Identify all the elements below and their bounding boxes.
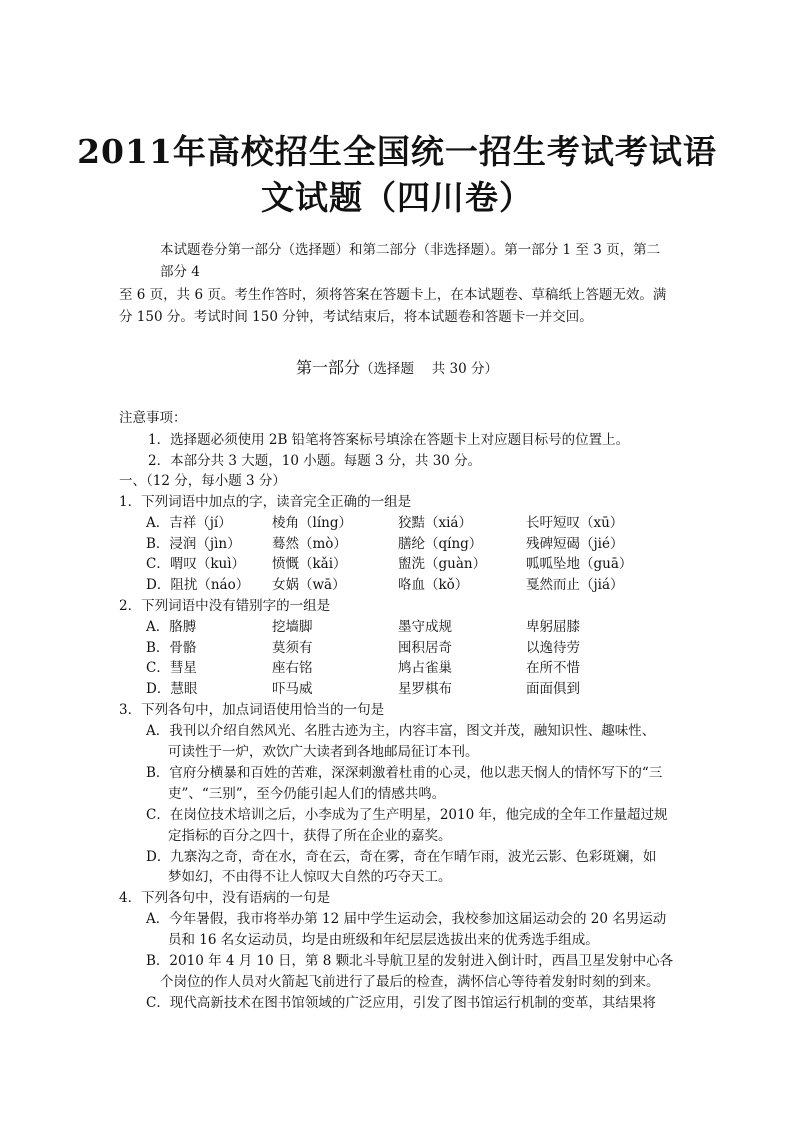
q2-option-cell: C．彗星 — [146, 660, 197, 676]
q2-option-cell: 在所不惜 — [526, 660, 580, 676]
q1-stem: 1．下列词语中加点的字，读音完全正确的一组是 — [119, 494, 412, 510]
q1-option-cell: B．浸润（jìn） — [146, 536, 241, 552]
q4-line: 员和 16 名女运动员，均是由班级和年纪层层选拔出来的优秀选手组成。 — [168, 932, 599, 948]
q1-option-cell: C．喟叹（kuì） — [146, 556, 246, 572]
section-heading-main: 第一部分 — [295, 358, 360, 377]
section-heading — [0, 358, 794, 379]
q2-option-cell: 面面俱到 — [526, 681, 580, 697]
q3-line: A．我刊以介绍自然风光、名胜古迹为主，内容丰富，图文并茂，融知识性、趣味性、 — [146, 723, 656, 739]
q1-option-cell: A．吉祥（jí） — [146, 515, 232, 531]
q1-option-cell: 盥洗（guàn） — [398, 556, 487, 572]
q2-option-cell: D．慧眼 — [146, 681, 198, 697]
intro-line-4: 分 150 分。考试时间 150 分钟，考试结束后，将本试题卷和答题卡一并交回。 — [119, 309, 593, 325]
q1-option-cell: 长吁短叹（xū） — [526, 515, 624, 531]
q2-option-cell: 鸠占雀巢 — [398, 660, 452, 676]
q2-option-cell: A．胳膊 — [146, 619, 197, 635]
q1-option-cell: 女娲（wā） — [272, 577, 346, 593]
note-1: 1．选择题必须使用 2B 铅笔将答案标号填涂在答题卡上对应题目标号的位置上。 — [148, 432, 630, 448]
q1-option-cell: 蓦然（mò） — [272, 536, 347, 552]
q3-line: 梦如幻，不由得不让人惊叹大自然的巧夺天工。 — [168, 869, 452, 885]
q2-option-cell: B．骨骼 — [146, 640, 197, 656]
q2-option-cell: 吓马威 — [272, 681, 313, 697]
intro-line-3: 至 6 页，共 6 页。考生作答时，须将答案在答题卡上，在本试题卷、草稿纸上答题无效。满 — [119, 287, 667, 303]
q1-option-cell: 膳纶（qíng） — [398, 536, 483, 552]
q4-line: B．2010 年 4 月 10 日，第 8 颗北斗导航卫星的发射进入倒计时，西昌卫星发射中心各 — [146, 953, 674, 969]
q1-option-cell: D．阻扰（náo） — [146, 577, 250, 593]
q2-option-cell: 囤积居奇 — [398, 640, 452, 656]
q2-option-cell: 挖墙脚 — [272, 619, 313, 635]
q2-option-cell: 莫须有 — [272, 640, 313, 656]
q3-line: C．在岗位技术培训之后，小李成为了生产明星，2010 年，他完成的全年工作量超过规 — [146, 807, 668, 823]
notes-heading: 注意事项： — [119, 410, 187, 426]
q3-line: 吏”、“三别”，至今仍能引起人们的情感共鸣。 — [168, 786, 446, 802]
note-2: 2．本部分共 3 大题，10 小题。每题 3 分，共 30 分。 — [148, 453, 482, 469]
q4-line: 个岗位的作人员对火箭起飞前进行了最后的检查，满怀信心等待着发射时刻的到来。 — [160, 974, 660, 990]
q2-option-cell: 星罗棋布 — [398, 681, 452, 697]
q1-option-cell: 咯血（kǒ） — [398, 577, 469, 593]
q1-option-cell: 戛然而止（jiá） — [526, 577, 624, 593]
q2-option-cell: 墨守成规 — [398, 619, 452, 635]
section-heading-sub: （选择题 共 30 分） — [359, 361, 499, 377]
q2-option-cell: 座右铭 — [272, 660, 313, 676]
q3-line: 定指标的百分之四十，获得了所在企业的嘉奖。 — [168, 828, 452, 844]
page-title-line-2: 文试题（四川卷） — [261, 178, 533, 217]
q2-stem: 2．下列词语中没有错别字的一组是 — [119, 598, 331, 614]
q4-line: A．今年暑假，我市将举办第 12 届中学生运动会，我校参加这届运动会的 20 名男运动 — [146, 911, 667, 927]
page-title-line-1: 2011年高校招生全国统一招生考试考试语 — [77, 132, 717, 171]
q3-line: 可读性于一炉，欢饮广大读者到各地邮局征订本刊。 — [168, 744, 479, 760]
q1-option-cell: 残碑短碣（jié） — [526, 536, 624, 552]
q1-option-cell: 棱角（líng） — [272, 515, 352, 531]
q3-stem: 3．下列各句中，加点词语使用恰当的一句是 — [119, 702, 385, 718]
intro-line-2: 部分 4 — [160, 264, 200, 280]
q1-option-cell: 呱呱坠地（guā） — [526, 556, 633, 572]
q3-line: D．九寨沟之奇，奇在水，奇在云，奇在雾，奇在乍晴乍雨，波光云影、色彩斑斓，如 — [146, 849, 657, 865]
q1-option-cell: 愤慨（kǎi） — [272, 556, 347, 572]
intro-line-1: 本试题卷分第一部分（选择题）和第二部分（非选择题）。第一部分 1 至 3 页，第二 — [160, 242, 661, 258]
q2-option-cell: 以逸待劳 — [526, 640, 580, 656]
part-heading: 一、（12 分，每小题 3 分） — [119, 473, 286, 489]
q3-line: B．官府分横暴和百姓的苦难，深深刺激着杜甫的心灵，他以悲天悯人的情怀写下的“三 — [146, 765, 663, 781]
q4-line: C．现代高新技术在图书馆领域的广泛应用，引发了图书馆运行机制的变革，其结果将 — [146, 995, 656, 1011]
q1-option-cell: 狡黠（xiá） — [398, 515, 472, 531]
q4-stem: 4．下列各句中，没有语病的一句是 — [119, 890, 331, 906]
q2-option-cell: 卑躬屈膝 — [526, 619, 580, 635]
